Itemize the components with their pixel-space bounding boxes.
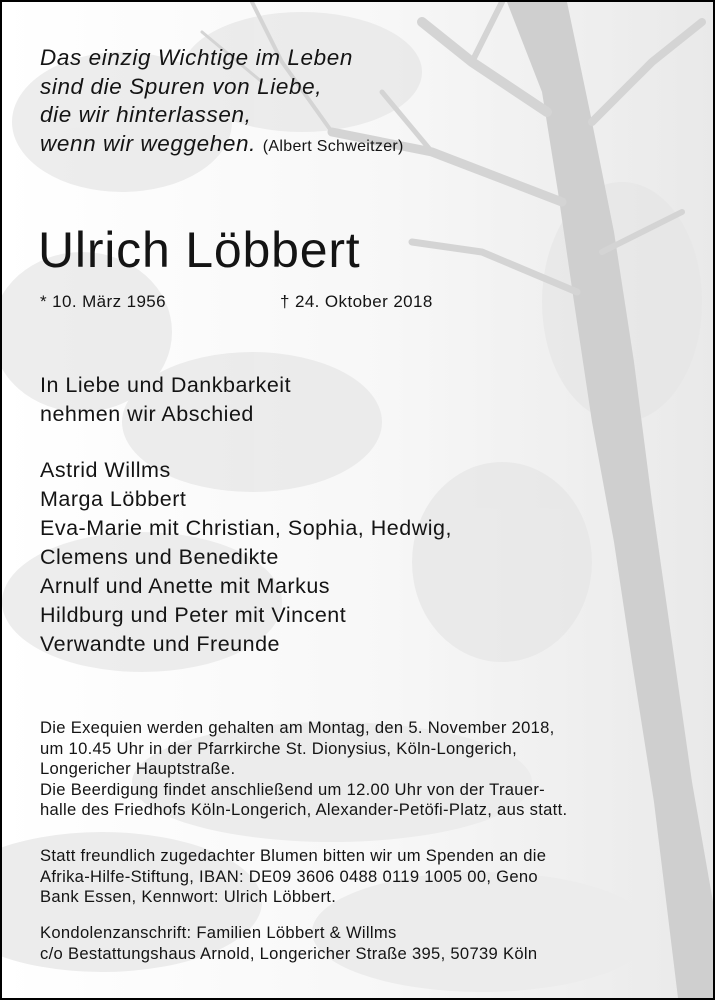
quote-last-line-text: wenn wir weggehen. — [40, 130, 256, 156]
mourner-entry: Verwandte und Freunde — [40, 632, 280, 656]
deceased-name: Ulrich Löbbert — [38, 222, 361, 278]
service-details — [40, 718, 665, 821]
service-line: halle des Friedhofs Köln-Longerich, Alexander-Petöfi-Platz, aus statt. — [40, 800, 568, 819]
mourner-entry: Arnulf und Anette mit Markus — [40, 574, 331, 598]
mourner-entry: Hildburg und Peter mit Vincent — [40, 603, 347, 627]
mourners-list — [40, 456, 452, 659]
quote-line — [40, 130, 404, 162]
farewell-text — [40, 371, 291, 428]
condolence-line: c/o Bestattungshaus Arnold, Longericher Straße 395, 50739 Köln — [40, 943, 538, 963]
donation-line: Afrika-Hilfe-Stiftung, IBAN: DE09 3606 0488 0119 1005 00, Geno — [40, 866, 538, 886]
quote-line: Das einzig Wichtige im Leben — [40, 45, 353, 70]
farewell-line: nehmen wir Abschied — [40, 401, 254, 426]
mourner-entry: Clemens und Benedikte — [40, 545, 279, 569]
quote-line: die wir hinterlassen, — [40, 102, 252, 127]
donation-line: Statt freundlich zugedachter Blumen bitten wir um Spenden an die — [40, 846, 547, 865]
birth-date: * 10. März 1956 — [40, 292, 167, 311]
donation-line: Bank Essen, Kennwort: Ulrich Löbbert. — [40, 887, 337, 906]
mourner-entry: Marga Löbbert — [40, 487, 187, 511]
service-line: Longericher Hauptstraße. — [40, 759, 236, 778]
service-line: um 10.45 Uhr in der Pfarrkirche St. Dionysius, Köln-Longerich, — [40, 738, 517, 758]
farewell-line: In Liebe und Dankbarkeit — [40, 373, 292, 397]
condolence-line: Kondolenzanschrift: Familien Löbbert & Willms — [40, 923, 397, 942]
condolence-address — [40, 923, 665, 964]
death-date: † 24. Oktober 2018 — [280, 292, 433, 311]
service-line: Die Exequien werden gehalten am Montag, den 5. November 2018, — [40, 718, 555, 737]
service-line: Die Beerdigung findet anschließend um 12.00 Uhr von der Trauer- — [40, 779, 546, 799]
donation-request — [40, 846, 665, 908]
quote-line: sind die Spuren von Liebe, — [40, 73, 323, 99]
quote — [40, 44, 404, 161]
mourner-entry: Eva-Marie mit Christian, Sophia, Hedwig, — [40, 516, 452, 540]
mourner-entry: Astrid Willms — [40, 458, 171, 482]
quote-author: (Albert Schweitzer) — [262, 137, 404, 155]
